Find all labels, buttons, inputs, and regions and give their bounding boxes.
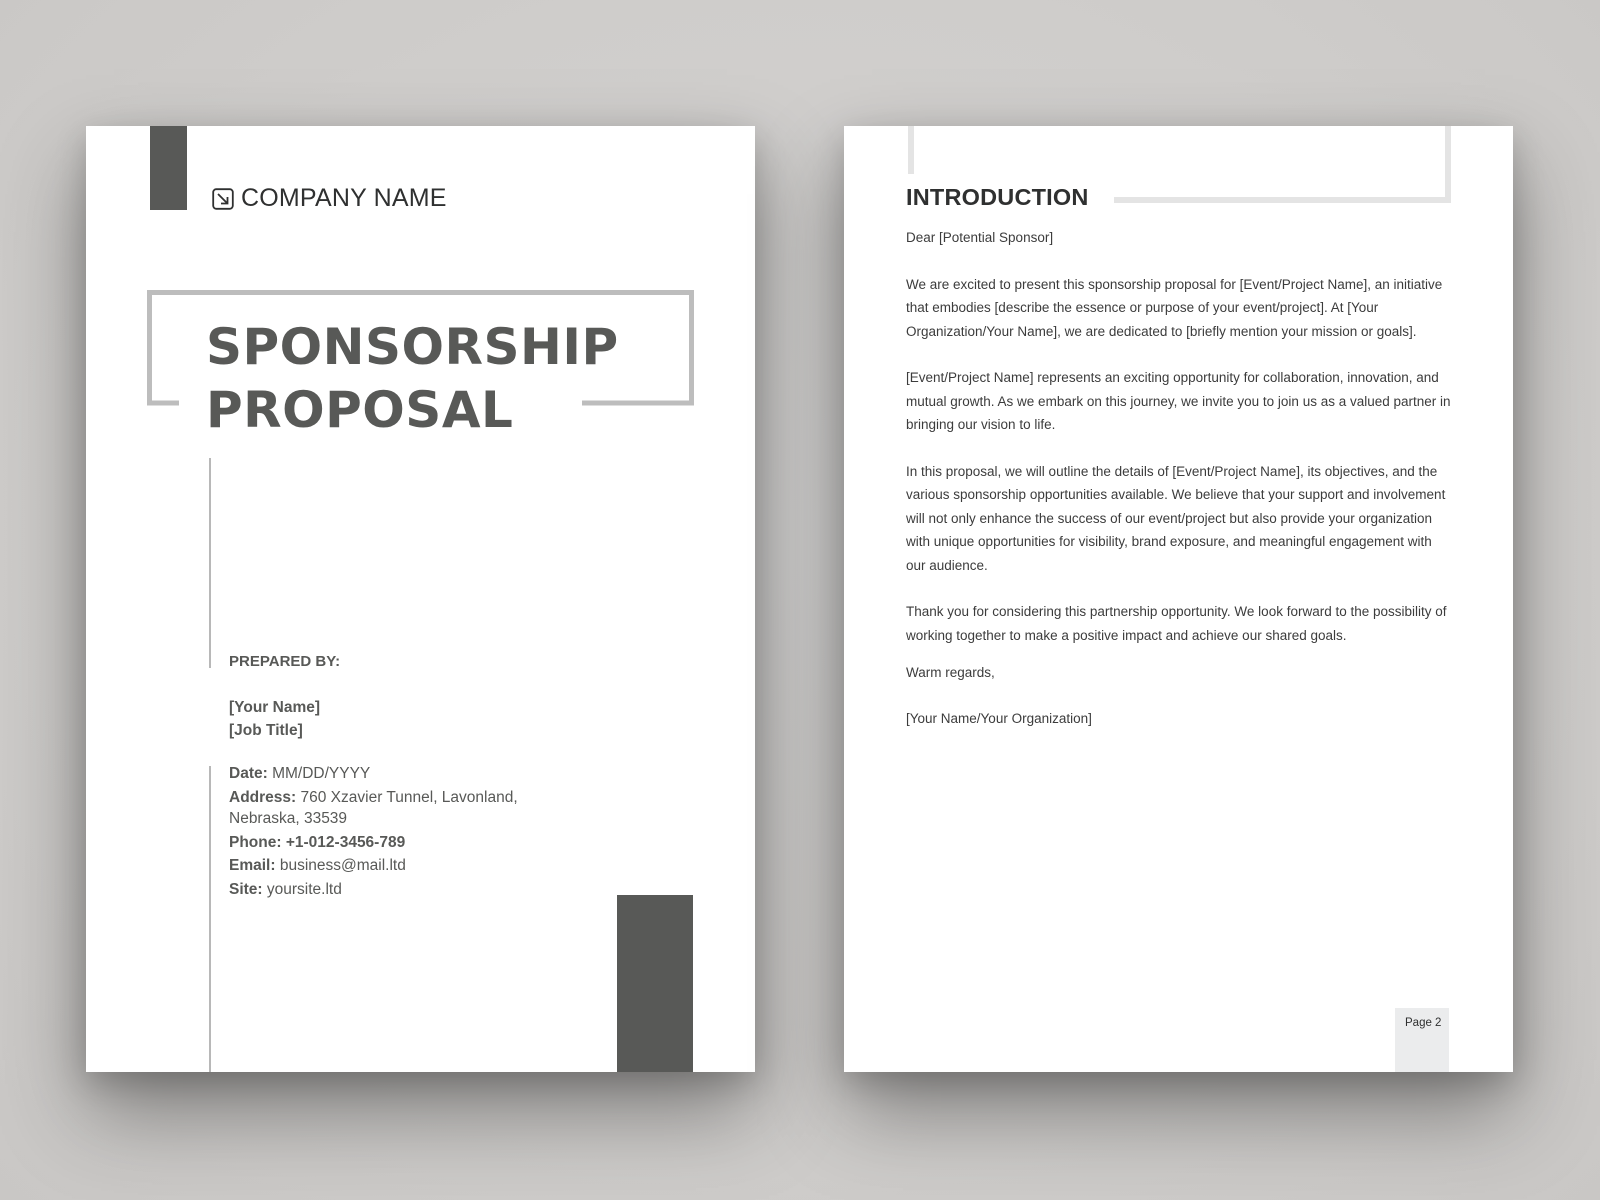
date-line: Date: MM/DD/YYYY: [229, 765, 371, 782]
document-title: [206, 316, 619, 442]
letter-body: [906, 226, 1454, 730]
paragraph-2: [Event/Project Name] represents an exciting opportunity for collaboration, innovation, and mutual growth. As we embark on this journey, we invite you to join us as a valued partner in bringing our vision to life.: [906, 370, 1451, 432]
site-line: Site: yoursite.ltd: [229, 880, 342, 898]
phone-line: Phone: +1-012-3456-789: [229, 833, 406, 851]
vertical-rule-lower: [209, 766, 211, 1072]
preparer-block: [229, 696, 320, 742]
paragraph-1: We are excited to present this sponsorship proposal for [Event/Project Name], an initiative that embodies [describe the essence or purpose of your event/project]. At [Your Organization/Your Name], we are dedicated to [briefly mention your mission or goals].: [906, 276, 1443, 339]
email-value: business@mail.ltd: [279, 857, 406, 874]
title-line-2: PROPOSAL: [206, 381, 514, 439]
company-logo-icon: [212, 188, 234, 210]
signature: [Your Name/Your Organization]: [906, 710, 1092, 726]
contact-details: [229, 762, 518, 901]
page-number: Page 2: [1405, 1017, 1442, 1029]
bottom-accent-bar: [617, 895, 693, 1072]
paragraph-4: Thank you for considering this partnership opportunity. We look forward to the possibility of working together to make a positive impact and achieve our shared goals.: [906, 604, 1447, 643]
closing: Warm regards,: [906, 665, 995, 680]
paragraph-3: In this proposal, we will outline the details of [Event/Project Name], its objectives, and the various sponsorship opportunities available. We believe that your support and involvement will not only enhance the success of our event/project but also provide your organization with unique opportunities for visibility, brand exposure, and meaningful engagement with our audience.: [906, 463, 1446, 573]
company-header: [212, 184, 447, 213]
address-line: Address: 760 Xzavier Tunnel, Lavonland,: [229, 788, 518, 806]
email-line: Email: business@mail.ltd: [229, 857, 406, 874]
preparer-job-title: [Job Title]: [229, 722, 303, 739]
date-value: MM/DD/YYYY: [272, 765, 371, 782]
prepared-by-label: PREPARED BY:: [229, 653, 341, 670]
address-value-1: 760 Xzavier Tunnel, Lavonland,: [300, 788, 518, 806]
address-line-2: Nebraska, 33539: [229, 810, 348, 827]
page-number-tab: [1395, 1008, 1449, 1072]
vertical-rule-upper: [209, 458, 211, 668]
title-line-1: SPONSORSHIP: [206, 318, 619, 376]
top-accent-bar: [150, 126, 187, 210]
site-value: yoursite.ltd: [266, 880, 342, 898]
company-name: COMPANY NAME: [241, 184, 447, 212]
greeting: Dear [Potential Sponsor]: [906, 230, 1054, 245]
introduction-heading: INTRODUCTION: [906, 184, 1089, 210]
introduction-page: [844, 126, 1513, 1072]
phone-value: +1-012-3456-789: [285, 833, 406, 851]
preparer-name: [Your Name]: [229, 699, 321, 716]
cover-page: [86, 126, 755, 1072]
